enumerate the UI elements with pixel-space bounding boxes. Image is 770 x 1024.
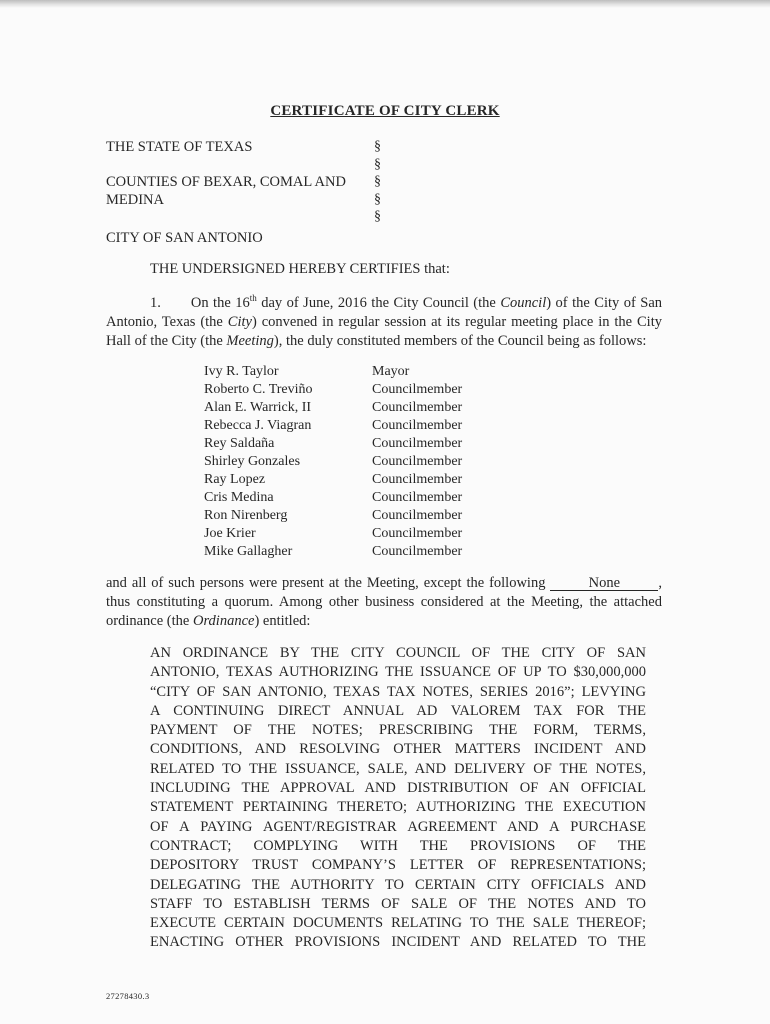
ordinance-line: DELEGATING THE AUTHORITY TO CERTAIN CITY OFFICIALS AND xyxy=(150,876,646,893)
caption-counties-line1: COUNTIES OF BEXAR, COMAL AND xyxy=(106,174,346,190)
section-mark: § xyxy=(374,174,381,189)
ordinance-line: ENACTING OTHER PROVISIONS INCIDENT AND RELATED TO THE xyxy=(150,934,646,951)
meeting-term: Meeting xyxy=(226,333,274,349)
member-role: Mayor xyxy=(372,364,410,379)
member-name: Ray Lopez xyxy=(204,472,266,487)
member-role: Councilmember xyxy=(372,436,463,451)
member-role: Councilmember xyxy=(372,544,463,559)
paragraph-1: 1. On the 16th day of June, 2016 the City Council (the Council) of the City of San Antonio, Texas (the City) convened in regular session at its regular meeting place in the City Hall of the City (the Meeting), the duly constituted members of the Council being as follows: xyxy=(106,293,663,349)
ordinance-line: A CONTINUING DIRECT ANNUAL AD VALOREM TAX FOR THE xyxy=(150,702,646,719)
document-id-footer: 27278430.3 xyxy=(106,991,150,1001)
member-name: Alan E. Warrick, II xyxy=(204,400,312,415)
ordinance-line: CONDITIONS, AND RESOLVING OTHER MATTERS INCIDENT AND xyxy=(150,741,646,758)
council-members-list xyxy=(204,363,462,561)
section-mark: § xyxy=(374,209,381,224)
member-name: Ron Nirenberg xyxy=(204,508,288,523)
member-name: Joe Krier xyxy=(204,526,256,541)
council-term: Council xyxy=(500,295,547,311)
ordinance-line: AN ORDINANCE BY THE CITY COUNCIL OF THE CITY OF SAN xyxy=(150,645,646,661)
section-marks xyxy=(374,138,381,226)
ordinance-line: ANTONIO, TEXAS AUTHORIZING THE ISSUANCE OF UP TO $30,000,000 xyxy=(150,664,646,681)
section-mark: § xyxy=(374,139,381,154)
member-role: Councilmember xyxy=(372,508,463,523)
member-name: Mike Gallagher xyxy=(204,544,293,559)
member-role: Councilmember xyxy=(372,454,463,469)
member-name: Rebecca J. Viagran xyxy=(204,418,312,433)
member-name: Ivy R. Taylor xyxy=(204,364,279,379)
paragraph-2: and all of such persons were present at the Meeting, except the following None , thus constituting a quorum. Among other business considered at the Meeting, the attached ordinance (the Ordinance) entitled: xyxy=(106,575,662,629)
ordinance-line: STATEMENT PERTAINING THERETO; AUTHORIZING THE EXECUTION xyxy=(150,799,646,816)
paragraph-number: 1. xyxy=(150,295,161,311)
member-row xyxy=(204,453,462,471)
ordinance-title-block xyxy=(150,644,646,953)
ordinance-line: CONTRACT; COMPLYING WITH THE PROVISIONS OF THE xyxy=(150,837,646,854)
city-term: City xyxy=(227,314,252,330)
caption-counties-line2: MEDINA xyxy=(106,192,164,208)
member-role: Councilmember xyxy=(372,472,463,487)
ordinance-line: INCLUDING THE APPROVAL AND DISTRIBUTION OF AN OFFICIAL xyxy=(150,780,646,797)
ordinance-line: STAFF TO ESTABLISH TERMS OF SALE OF THE NOTES AND TO xyxy=(150,895,646,912)
member-role: Councilmember xyxy=(372,382,463,397)
ordinance-line: OF A PAYING AGENT/REGISTRAR AGREEMENT AND A PURCHASE xyxy=(150,818,646,835)
ordinance-line: PAYMENT OF THE NOTES; PRESCRIBING THE FORM, TERMS, xyxy=(150,722,646,739)
caption-city: CITY OF SAN ANTONIO xyxy=(106,230,263,246)
ordinance-line: DEPOSITORY TRUST COMPANY’S LETTER OF REPRESENTATIONS; xyxy=(150,857,646,874)
member-row xyxy=(204,507,462,525)
member-row xyxy=(204,525,462,543)
section-mark: § xyxy=(374,156,381,172)
member-name: Cris Medina xyxy=(204,490,274,505)
member-row xyxy=(204,543,462,561)
ordinance-line: EXECUTE CERTAIN DOCUMENTS RELATING TO THE SALE THEREOF; xyxy=(150,915,646,932)
member-row xyxy=(204,435,462,453)
ordinance-line: “CITY OF SAN ANTONIO, TEXAS TAX NOTES, SERIES 2016”; LEVYING xyxy=(150,683,646,700)
member-role: Councilmember xyxy=(372,400,463,415)
member-name: Rey Saldaña xyxy=(204,436,275,451)
member-row xyxy=(204,399,462,417)
member-name: Roberto C. Treviño xyxy=(204,382,313,397)
document-title: CERTIFICATE OF CITY CLERK xyxy=(270,103,500,119)
certifies-line: THE UNDERSIGNED HEREBY CERTIFIES that: xyxy=(150,261,450,277)
member-role: Councilmember xyxy=(372,490,463,505)
member-role: Councilmember xyxy=(372,418,463,433)
member-row xyxy=(204,489,462,507)
section-mark: § xyxy=(374,191,381,207)
absent-blank: None xyxy=(550,576,658,591)
member-row xyxy=(204,417,462,435)
member-name: Shirley Gonzales xyxy=(204,454,301,469)
caption-block xyxy=(106,138,346,247)
caption-state: THE STATE OF TEXAS xyxy=(106,139,253,155)
member-row xyxy=(204,363,462,381)
ordinance-line: RELATED TO THE ISSUANCE, SALE, AND DELIVERY OF THE NOTES, xyxy=(150,760,646,777)
ordinance-term: Ordinance xyxy=(192,613,255,629)
member-row xyxy=(204,381,462,399)
member-row xyxy=(204,471,462,489)
member-role: Councilmember xyxy=(372,526,463,541)
